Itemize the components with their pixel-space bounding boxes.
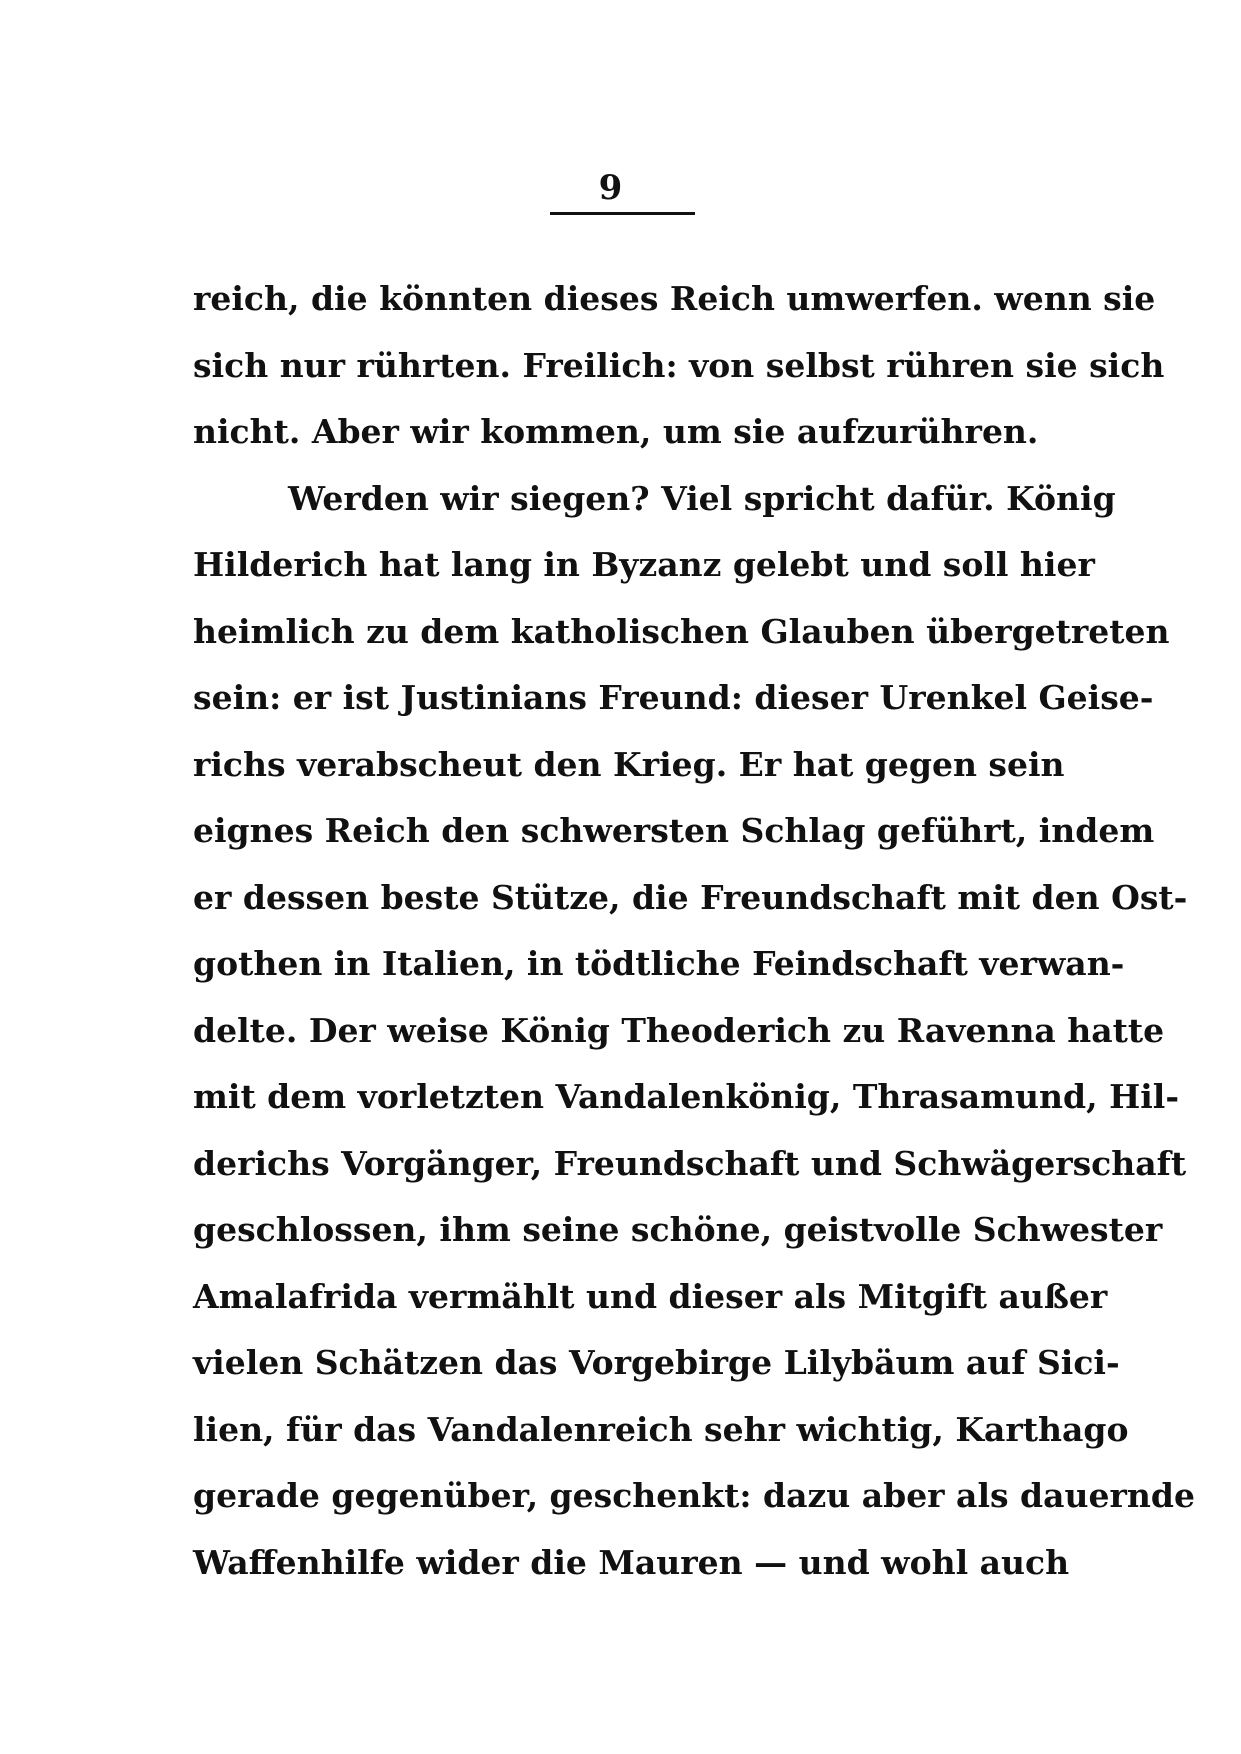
text-line: eignes Reich den schwersten Schlag geführt, indem <box>193 811 1155 850</box>
text-line: Waffenhilfe wider die Mauren — und wohl auch <box>193 1542 1070 1582</box>
text-line: Werden wir siegen? Viel spricht dafür. König <box>288 478 1116 518</box>
text-line: er dessen beste Stütze, die Freundschaft mit den Ost- <box>193 877 1188 917</box>
page-number: 9 <box>598 168 623 208</box>
text-line: sich nur rührten. Freilich: von selbst rühren sie sich <box>193 345 1165 385</box>
text-line: nicht. Aber wir kommen, um sie aufzurühren. <box>193 412 1039 451</box>
text-line: sein: er ist Justinians Freund: dieser Urenkel Geise- <box>193 678 1154 717</box>
text-line: Hilderich hat lang in Byzanz gelebt und soll hier <box>193 545 1095 584</box>
text-line: mit dem vorletzten Vandalenkönig, Thrasamund, Hil- <box>193 1077 1180 1116</box>
text-line: vielen Schätzen das Vorgebirge Lilybäum auf Sici- <box>193 1343 1120 1382</box>
text-line: gerade gegenüber, geschenkt: dazu aber als dauernde <box>193 1476 1195 1515</box>
text-line: reich, die könnten dieses Reich umwerfen. wenn sie <box>193 279 1156 318</box>
body-text <box>193 266 1195 1596</box>
text-line: heimlich zu dem katholischen Glauben übergetreten <box>193 611 1170 651</box>
text-line: richs verabscheut den Krieg. Er hat gegen sein <box>193 744 1065 784</box>
text-line: delte. Der weise König Theoderich zu Ravenna hatte <box>193 1010 1165 1050</box>
text-line: derichs Vorgänger, Freundschaft und Schwägerschaft <box>193 1143 1187 1183</box>
text-line: lien, für das Vandalenreich sehr wichtig, Karthago <box>193 1409 1129 1449</box>
page-number-rule <box>550 212 695 215</box>
text-line: gothen in Italien, in tödtliche Feindschaft verwan- <box>193 944 1125 983</box>
text-line: Amalafrida vermählt und dieser als Mitgift außer <box>193 1276 1108 1316</box>
text-line: geschlossen, ihm seine schöne, geistvolle Schwester <box>193 1210 1163 1249</box>
